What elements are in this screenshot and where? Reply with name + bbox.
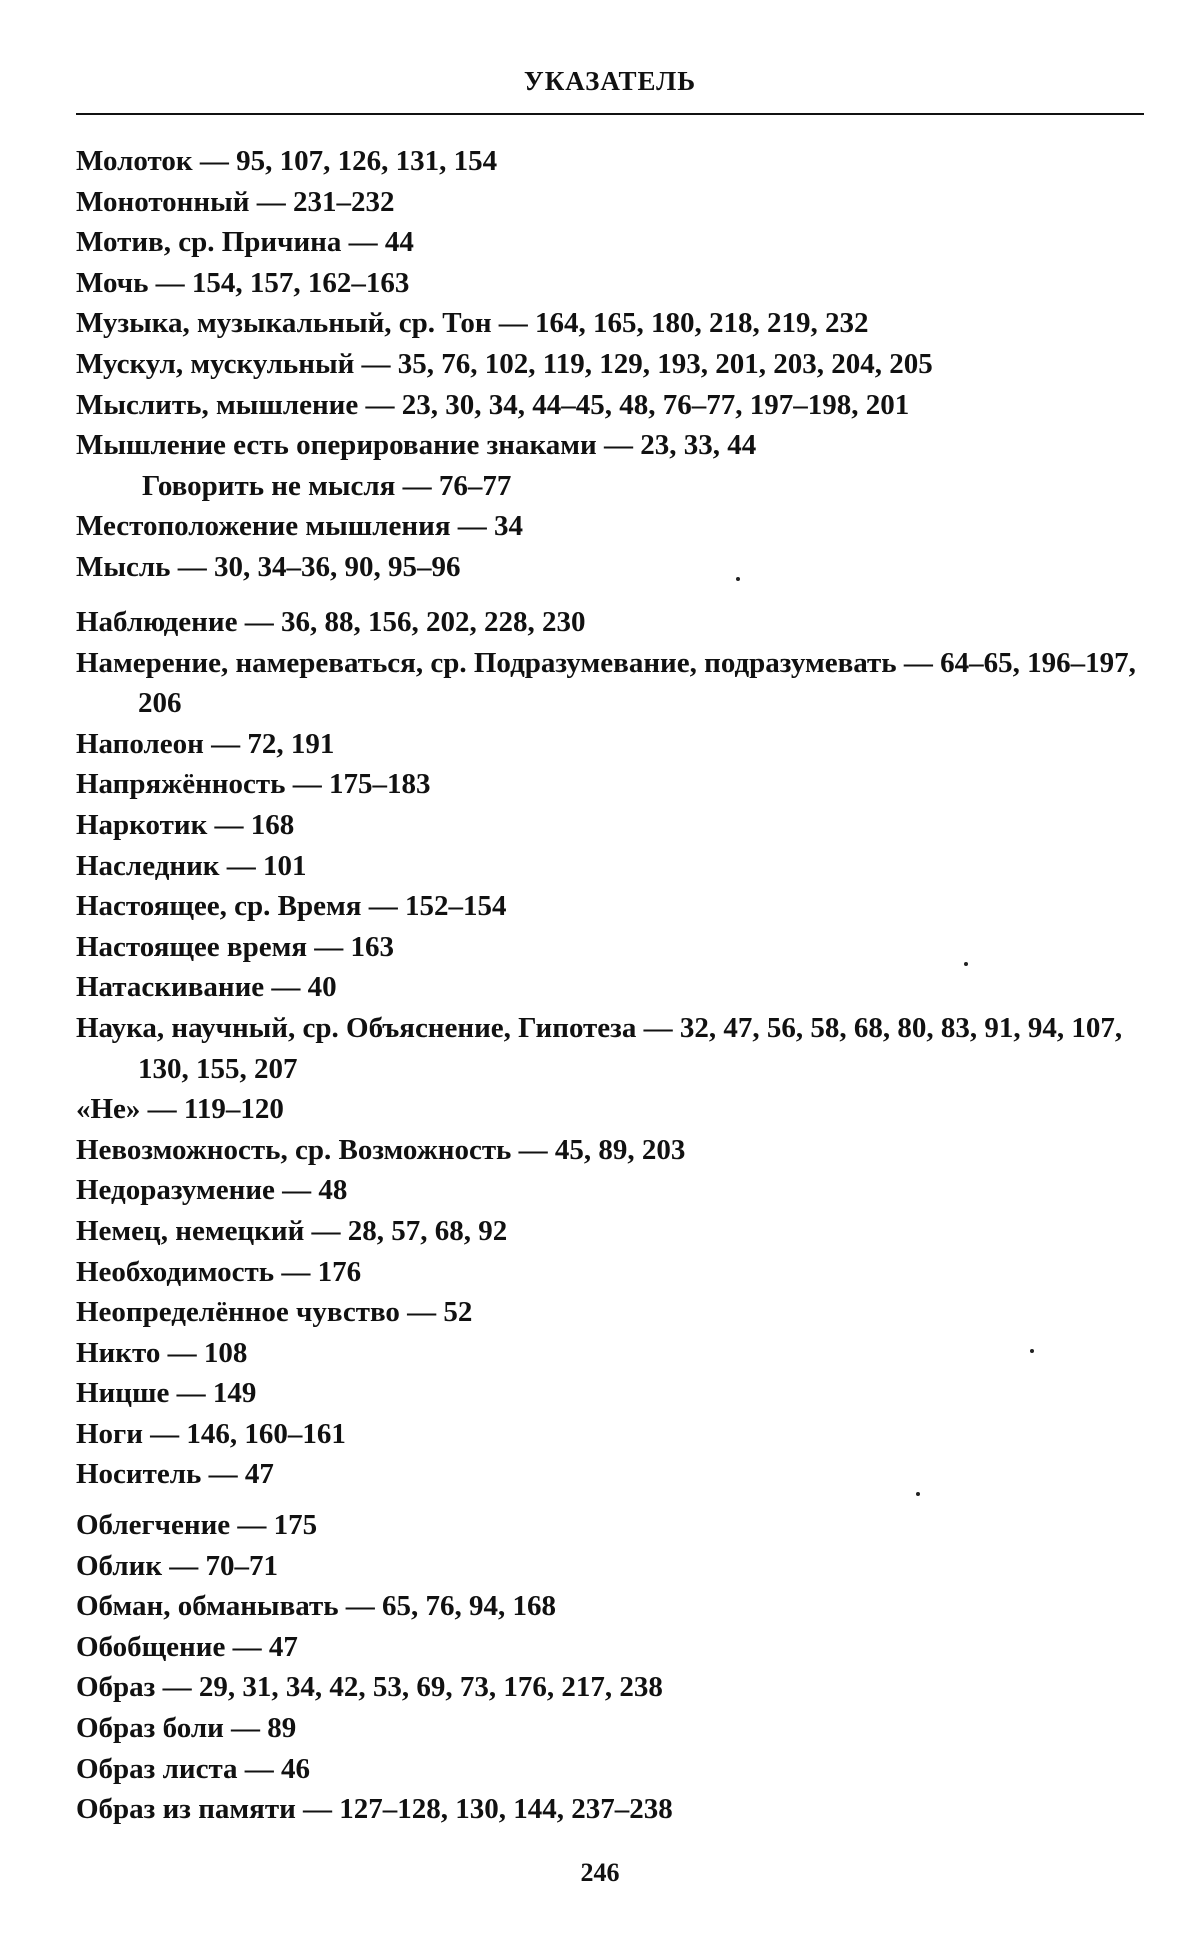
index-entry: Мускул, мускульный — 35, 76, 102, 119, 129, 193, 201, 203, 204, 205	[76, 347, 933, 380]
index-entry: Облик — 70–71	[76, 1549, 279, 1582]
index-entry: Образ листа — 46	[76, 1752, 311, 1785]
index-entry: Обман, обманывать — 65, 76, 94, 168	[76, 1590, 557, 1623]
index-entry: Наука, научный, ср. Объяснение, Гипотеза — 32, 47, 56, 58, 68, 80, 83, 91, 94, 107, 130, 155, 207	[76, 1011, 1123, 1085]
index-entry: Намерение, намереваться, ср. Подразумевание, подразумевать — 64–65, 196–197, 206	[76, 646, 1136, 720]
index-entry: Обобщение — 47	[76, 1630, 298, 1663]
index-entry: Монотонный — 231–232	[76, 185, 395, 218]
index-entry: Образ из памяти — 127–128, 130, 144, 237–238	[76, 1793, 673, 1826]
index-entry: Образ боли — 89	[76, 1711, 297, 1744]
header-rule	[76, 113, 1144, 115]
index-entry: Ноги — 146, 160–161	[76, 1417, 346, 1450]
index-entry: Мысль — 30, 34–36, 90, 95–96	[76, 550, 461, 583]
index-entry: Наблюдение — 36, 88, 156, 202, 228, 230	[76, 606, 586, 638]
index-entry: Музыка, музыкальный, ср. Тон — 164, 165, 180, 218, 219, 232	[76, 307, 869, 340]
index-entry: Носитель — 47	[76, 1458, 274, 1491]
index-entry: Местоположение мышления — 34	[76, 510, 524, 543]
index-entry: Напряжённость — 175–183	[76, 768, 431, 801]
index-entry: Мотив, ср. Причина — 44	[76, 226, 414, 259]
index-entry: Натаскивание — 40	[76, 971, 337, 1004]
index-entry: Никто — 108	[76, 1336, 248, 1369]
print-speck	[916, 1492, 920, 1496]
index-entry: «Не» — 119–120	[76, 1093, 284, 1126]
index-group-n	[76, 602, 1144, 1495]
index-entry: Невозможность, ср. Возможность — 45, 89, 203	[76, 1133, 686, 1166]
index-entry: Мочь — 154, 157, 162–163	[76, 266, 410, 299]
index-entry: Немец, немецкий — 28, 57, 68, 92	[76, 1214, 508, 1247]
index-entry: Наркотик — 168	[76, 808, 295, 841]
print-speck	[964, 962, 968, 966]
page-number: 246	[580, 1858, 620, 1887]
index-entry: Мыслить, мышление — 23, 30, 34, 44–45, 48, 76–77, 197–198, 201	[76, 388, 910, 421]
index-entry: Неопределённое чувство — 52	[76, 1296, 473, 1329]
index-entry: Настоящее время — 163	[76, 930, 395, 963]
index-entry: Облегчение — 175	[76, 1509, 318, 1541]
index-entry: Мышление есть оперирование знаками — 23, 33, 44	[76, 429, 757, 462]
index-entry: Молоток — 95, 107, 126, 131, 154	[76, 145, 498, 177]
print-speck	[1030, 1349, 1034, 1353]
index-entry: Ницше — 149	[76, 1377, 257, 1410]
index-group-m	[76, 141, 1144, 588]
index-entry: Настоящее, ср. Время — 152–154	[76, 890, 507, 923]
index-entry: Недоразумение — 48	[76, 1174, 348, 1207]
index-subentry: Говорить не мысля — 76–77	[142, 469, 512, 502]
index-entry: Необходимость — 176	[76, 1255, 362, 1288]
index-group-o	[76, 1505, 1144, 1830]
running-header: УКАЗАТЕЛЬ	[523, 66, 697, 96]
index-entry: Наполеон — 72, 191	[76, 727, 335, 760]
index-entry: Образ — 29, 31, 34, 42, 53, 69, 73, 176, 217, 238	[76, 1671, 663, 1704]
print-speck	[736, 577, 740, 581]
index-entry: Наследник — 101	[76, 849, 307, 882]
